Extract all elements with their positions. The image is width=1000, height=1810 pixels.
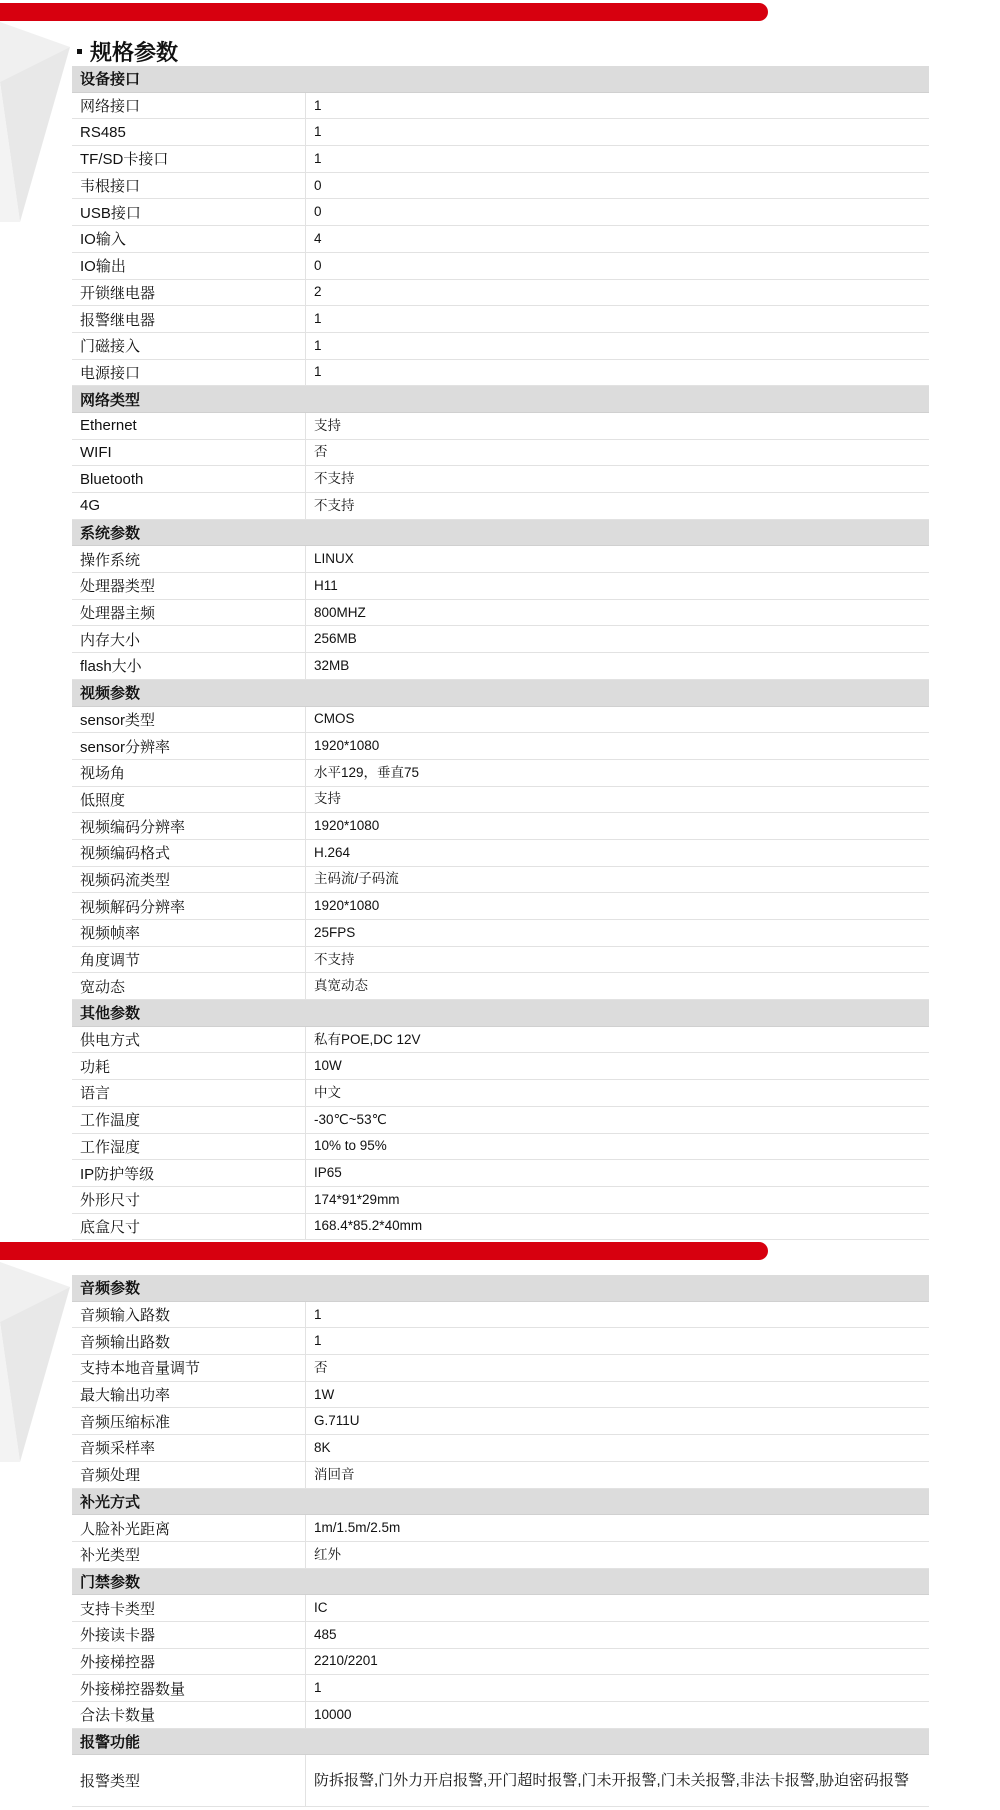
spec-label: 合法卡数量 [72,1702,306,1728]
spec-row [72,1328,929,1355]
spec-value: LINUX [314,551,354,567]
spec-row [72,1053,929,1080]
spec-row [72,1702,929,1729]
spec-row [72,760,929,787]
spec-row [72,173,929,200]
spec-row [72,280,929,307]
spec-row [72,1462,929,1489]
spec-label: flash大小 [72,653,306,679]
spec-label: 音频输入路数 [72,1302,306,1328]
spec-value: 1920*1080 [314,738,380,754]
spec-value: 4 [314,230,322,246]
spec-label: 操作系统 [72,546,306,572]
spec-label: USB接口 [72,199,306,225]
spec-value: IP65 [314,1165,342,1181]
spec-row [72,1515,929,1542]
spec-row [72,1160,929,1187]
spec-label: 视频编码分辨率 [72,813,306,839]
spec-label: 底盒尺寸 [72,1214,306,1240]
spec-value: 防拆报警,门外力开启报警,开门超时报警,门未开报警,门未关报警,非法卡报警,胁迫密码报警 [314,1771,910,1789]
spec-row [72,466,929,493]
spec-value: 1 [314,364,322,380]
section-header: 音频参数 [72,1275,929,1302]
spec-value: 真宽动态 [314,978,368,994]
spec-label: 开锁继电器 [72,280,306,306]
spec-value: 1920*1080 [314,818,380,834]
spec-value: 否 [314,444,328,460]
spec-label: 外接梯控器数量 [72,1675,306,1701]
spec-label: 音频处理 [72,1462,306,1488]
spec-value: 中文 [314,1084,341,1100]
spec-value: G.711U [314,1413,360,1429]
spec-value: 1 [314,1680,322,1696]
spec-row [72,813,929,840]
spec-label: 视频帧率 [72,920,306,946]
spec-value: 支持 [314,417,341,433]
spec-value: 10000 [314,1706,352,1722]
spec-value: 0 [314,204,322,220]
spec-label: 人脸补光距离 [72,1515,306,1541]
spec-label: 支持本地音量调节 [72,1355,306,1381]
spec-row [72,546,929,573]
spec-row [72,93,929,120]
spec-value: 1 [314,1306,322,1322]
spec-row [72,733,929,760]
spec-value: 1 [314,337,322,353]
spec-value: CMOS [314,711,355,727]
spec-row [72,867,929,894]
spec-table-part2 [72,1275,929,1807]
spec-row [72,893,929,920]
spec-label: 工作温度 [72,1107,306,1133]
spec-row [72,360,929,387]
section-header: 系统参数 [72,520,929,547]
spec-row [72,707,929,734]
spec-label: 视频解码分辨率 [72,893,306,919]
spec-label: 处理器类型 [72,573,306,599]
spec-value: 1m/1.5m/2.5m [314,1520,401,1536]
spec-row [72,440,929,467]
spec-row [72,226,929,253]
section-header: 设备接口 [72,66,929,93]
spec-label: 最大输出功率 [72,1382,306,1408]
spec-label: IO输出 [72,253,306,279]
spec-row [72,600,929,627]
spec-label: 门磁接入 [72,333,306,359]
spec-row [72,653,929,680]
spec-row [72,413,929,440]
middle-red-banner [0,1242,768,1260]
spec-label: 外形尺寸 [72,1187,306,1213]
spec-label: RS485 [72,119,306,145]
spec-label: 报警类型 [72,1755,306,1806]
spec-value: 1920*1080 [314,898,380,914]
spec-label: 处理器主频 [72,600,306,626]
spec-value: 2210/2201 [314,1653,378,1669]
spec-label: 内存大小 [72,626,306,652]
spec-label: sensor类型 [72,707,306,733]
spec-label: 外接梯控器 [72,1649,306,1675]
spec-value: 1 [314,311,322,327]
spec-value: 168.4*85.2*40mm [314,1218,423,1234]
spec-row [72,146,929,173]
spec-value: 主码流/子码流 [314,871,399,887]
spec-row [72,973,929,1000]
spec-row [72,1595,929,1622]
spec-row [72,1080,929,1107]
spec-value: 256MB [314,631,357,647]
spec-label: 韦根接口 [72,173,306,199]
spec-row [72,1382,929,1409]
section-header: 报警功能 [72,1729,929,1756]
spec-value: 红外 [314,1546,341,1562]
spec-value: 10% to 95% [314,1138,387,1154]
spec-value: 私有POE,DC 12V [314,1031,421,1047]
spec-value: 8K [314,1439,331,1455]
spec-row [72,199,929,226]
spec-value: 10W [314,1058,342,1074]
section-header: 网络类型 [72,386,929,413]
spec-label: 视场角 [72,760,306,786]
title-bullet-icon [77,49,82,54]
spec-value: IC [314,1600,328,1616]
spec-row [72,253,929,280]
spec-label: 音频压缩标准 [72,1408,306,1434]
decorative-triangles [0,1262,75,1462]
spec-label: Ethernet [72,413,306,439]
spec-value: 水平129，垂直75 [314,764,420,780]
spec-label: 补光类型 [72,1542,306,1568]
spec-row [72,119,929,146]
spec-row [72,573,929,600]
spec-value: 2 [314,284,322,300]
spec-label: 网络接口 [72,93,306,119]
section-header: 门禁参数 [72,1569,929,1596]
spec-label: Bluetooth [72,466,306,492]
spec-label: 4G [72,493,306,519]
spec-value: 1 [314,1333,322,1349]
spec-value: 1W [314,1386,335,1402]
spec-value: 消回音 [314,1466,355,1482]
spec-row [72,1649,929,1676]
section-header: 视频参数 [72,680,929,707]
spec-label: TF/SD卡接口 [72,146,306,172]
spec-table-part1 [72,66,929,1242]
spec-label: 外接读卡器 [72,1622,306,1648]
spec-row [72,1355,929,1382]
spec-value: 1 [314,124,322,140]
spec-row [72,626,929,653]
spec-label: 视频编码格式 [72,840,306,866]
spec-label: IP防护等级 [72,1160,306,1186]
spec-row [72,1408,929,1435]
spec-row [72,1542,929,1569]
spec-label: 角度调节 [72,947,306,973]
spec-row [72,947,929,974]
spec-row [72,306,929,333]
spec-value: 不支持 [314,951,355,967]
spec-value: 0 [314,177,322,193]
spec-value: H11 [314,577,338,593]
spec-value: 485 [314,1626,337,1642]
spec-row [72,493,929,520]
spec-value: -30℃~53℃ [314,1111,387,1127]
spec-value: 支持 [314,791,341,807]
spec-label: 支持卡类型 [72,1595,306,1621]
page-title: 规格参数 [77,36,178,67]
spec-label: 音频输出路数 [72,1328,306,1354]
spec-value: 不支持 [314,497,355,513]
spec-value: 32MB [314,657,350,673]
decorative-triangles [0,22,75,222]
spec-value: 1 [314,150,322,166]
spec-label: sensor分辨率 [72,733,306,759]
spec-row [72,1435,929,1462]
spec-label: 电源接口 [72,360,306,386]
spec-value: 否 [314,1359,328,1375]
spec-row [72,920,929,947]
spec-row [72,840,929,867]
spec-label: WIFI [72,440,306,466]
spec-label: 宽动态 [72,973,306,999]
spec-value: 不支持 [314,471,355,487]
spec-row [72,787,929,814]
spec-label: 工作湿度 [72,1134,306,1160]
spec-label: IO输入 [72,226,306,252]
spec-label: 功耗 [72,1053,306,1079]
spec-label: 音频采样率 [72,1435,306,1461]
section-header: 其他参数 [72,1000,929,1027]
spec-label: 语言 [72,1080,306,1106]
spec-row [72,1622,929,1649]
spec-value: 800MHZ [314,604,366,620]
spec-label: 供电方式 [72,1027,306,1053]
spec-row [72,1214,929,1241]
spec-row [72,1187,929,1214]
spec-value: 25FPS [314,924,356,940]
spec-row [72,1027,929,1054]
spec-value: H.264 [314,844,351,860]
spec-row [72,1755,929,1807]
spec-value: 0 [314,257,322,273]
spec-row [72,333,929,360]
spec-label: 视频码流类型 [72,867,306,893]
top-red-banner [0,3,768,21]
spec-label: 报警继电器 [72,306,306,332]
spec-value: 174*91*29mm [314,1191,400,1207]
spec-row [72,1107,929,1134]
spec-row [72,1302,929,1329]
spec-row [72,1134,929,1161]
section-header: 补光方式 [72,1489,929,1516]
spec-row [72,1675,929,1702]
spec-value: 1 [314,97,322,113]
spec-label: 低照度 [72,787,306,813]
